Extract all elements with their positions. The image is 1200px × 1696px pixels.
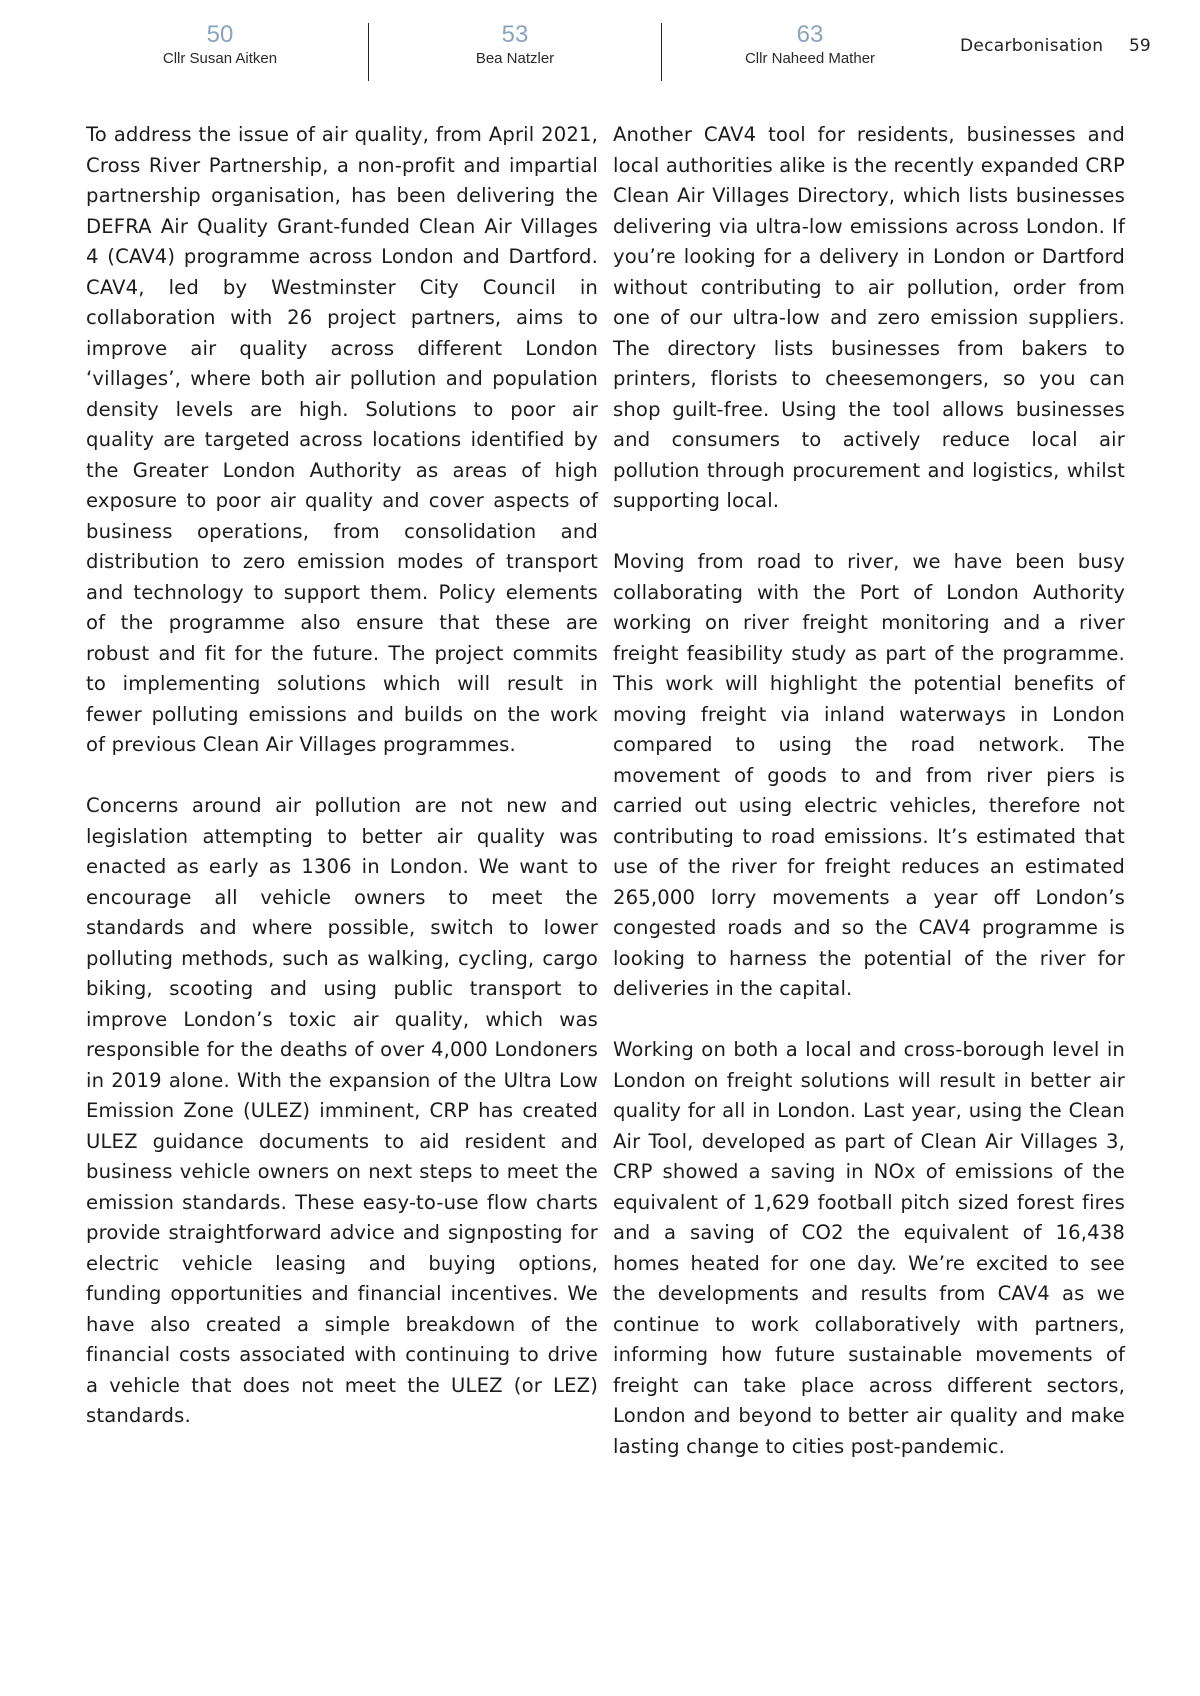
divider bbox=[368, 23, 369, 81]
cross-reference-page-number: 50 bbox=[206, 21, 234, 48]
paragraph: Working on both a local and cross-borough level in London on freight solutions will result in better air quality for all in London. Last year, using the Clean Air Tool, developed as part of Clean Air Villages 3, CRP showed a saving in NOx of emissions of the equivalent of 1,629 football pitch sized forest fires and a saving of CO2 the equivalent of 16,438 homes heated for one day. We’re excited to see the developments and results from CAV4 as we continue to work collaboratively with partners, informing how future sustainable movements of freight can take place across different sectors, London and beyond to better air quality and make lasting change to cities post-pandemic. bbox=[613, 1038, 1125, 1458]
divider bbox=[661, 23, 662, 81]
paragraph: Concerns around air pollution are not new and legislation attempting to better air quality was enacted as early as 1306 in London. We want to encourage all vehicle owners to meet the standards and where possible, switch to lower polluting methods, such as walking, cycling, cargo biking, scooting and using public transport to improve London’s toxic air quality, which was responsible for the deaths of over 4,000 Londoners in 2019 alone. With the expansion of the Ultra Low Emission Zone (ULEZ) imminent, CRP has created ULEZ guidance documents to aid resident and business vehicle owners on next steps to meet the emission standards. These easy-to-use flow charts provide straightforward advice and signposting for electric vehicle leasing and buying options, funding opportunities and financial incentives. We have also created a simple breakdown of the financial costs associated with continuing to drive a vehicle that does not meet the ULEZ (or LEZ) standards. bbox=[86, 794, 598, 1427]
right-column bbox=[613, 120, 1125, 1462]
left-column bbox=[86, 120, 598, 1432]
cross-reference-name: Bea Natzler bbox=[475, 50, 555, 67]
cross-reference-page-number: 53 bbox=[501, 21, 529, 48]
cross-reference-name: Cllr Susan Aitken bbox=[162, 50, 278, 67]
cross-reference-name: Cllr Naheed Mather bbox=[744, 50, 876, 67]
paragraph: Another CAV4 tool for residents, businesses and local authorities alike is the recently expanded CRP Clean Air Villages Directory, which lists businesses delivering via ultra-low emissions across London. If you’re looking for a delivery in London or Dartford without contributing to air pollution, order from one of our ultra-low and zero emission suppliers. The directory lists businesses from bakers to printers, florists to cheesemongers, so you can shop guilt-free. Using the tool allows businesses and consumers to actively reduce local air pollution through procurement and logistics, whilst supporting local. bbox=[613, 123, 1125, 512]
paragraph: To address the issue of air quality, from April 2021, Cross River Partnership, a non-profit and impartial partnership organisation, has been delivering the DEFRA Air Quality Grant-funded Clean Air Villages 4 (CAV4) programme across London and Dartford. CAV4, led by Westminster City Council in collaboration with 26 project partners, aims to improve air quality across different London ‘villages’, where both air pollution and population density levels are high. Solutions to poor air quality are targeted across locations identified by the Greater London Authority as areas of high exposure to poor air quality and cover aspects of business operations, from consolidation and distribution to zero emission modes of transport and technology to support them. Policy elements of the programme also ensure that these are robust and fit for the future. The project commits to implementing solutions which will result in fewer polluting emissions and builds on the work of previous Clean Air Villages programmes. bbox=[86, 123, 598, 756]
page-number: 59 bbox=[1129, 36, 1151, 56]
section-title: Decarbonisation bbox=[960, 36, 1104, 56]
cross-reference-page-number: 63 bbox=[796, 21, 824, 48]
page-header bbox=[0, 0, 1200, 100]
paragraph: Moving from road to river, we have been busy collaborating with the Port of London Authority working on river freight monitoring and a river freight feasibility study as part of the programme. This work will highlight the potential benefits of moving freight via inland waterways in London compared to using the road network. The movement of goods to and from river piers is carried out using electric vehicles, therefore not contributing to road emissions. It’s estimated that use of the river for freight reduces an estimated 265,000 lorry movements a year off London’s congested roads and so the CAV4 programme is looking to harness the potential of the river for deliveries in the capital. bbox=[613, 550, 1125, 1000]
cross-reference-link[interactable] bbox=[405, 22, 625, 68]
cross-reference-link[interactable] bbox=[700, 22, 920, 68]
cross-reference-link[interactable] bbox=[110, 22, 330, 68]
